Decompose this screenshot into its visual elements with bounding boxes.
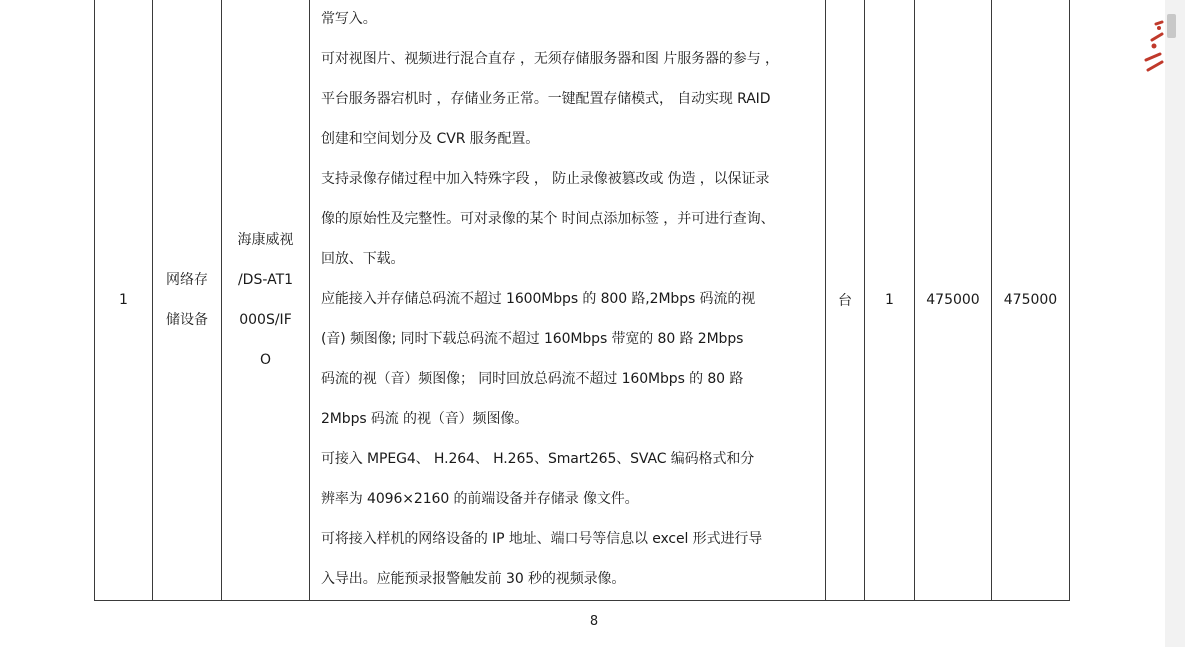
description-line: 可将接入样机的网络设备的 IP 地址、端口号等信息以 excel 形式进行导 [321,531,763,547]
unit-price-value: 475000 [926,291,980,308]
table-row [95,0,1070,601]
model-line: 海康威视 [237,231,294,248]
description-line: (音) 频图像; 同时下载总码流不超过 160Mbps 带宽的 80 路 2Mbps [321,331,744,347]
quantity-cell [865,0,915,601]
description-line: 辨率为 4096×2160 的前端设备并存储录 像文件。 [321,491,639,507]
description-line: 支持录像存储过程中加入特殊字段 ， 防止录像被篡改或 伪造 ，以保证录 [321,171,770,187]
description-line: 常写入。 [321,11,377,27]
product-name-line: 储设备 [166,311,208,328]
unit-value: 台 [838,292,852,309]
quantity-value: 1 [885,291,894,308]
product-name-cell [153,0,222,601]
description-cell [310,0,826,601]
description-line: 可对视图片、视频进行混合直存 ，无须存储服务器和图 片服务器的参与 ， [321,51,779,67]
description-line: 应能接入并存储总码流不超过 1600Mbps 的 800 路,2Mbps 码流的视 [321,291,756,307]
page-number: 8 [589,614,599,629]
model-line: O [259,351,272,368]
seal-stamp-fragment [1140,10,1166,80]
description-line: 像的原始性及完整性。可对录像的某个 时间点添加标签 ，并可进行查询、 [321,211,775,227]
description-line: 2Mbps 码流 的视（音）频图像。 [321,411,529,427]
description-line: 码流的视（音）频图像； 同时回放总码流不超过 160Mbps 的 80 路 [321,371,744,387]
model-line: 000S/IF [239,311,292,328]
row-index-cell [95,0,153,601]
unit-cell [826,0,865,601]
description-line: 入导出。应能预录报警触发前 30 秒的视频录像。 [321,571,626,587]
description-line: 可接入 MPEG4、 H.264、 H.265、Smart265、SVAC 编码格式和分 [321,451,755,467]
model-cell [222,0,310,601]
row-index: 1 [119,291,128,308]
scrollbar-thumb[interactable] [1167,14,1176,38]
total-price-value: 475000 [1003,291,1058,308]
product-name-line: 网络存 [166,271,208,288]
unit-price-cell [915,0,992,601]
description-line: 创建和空间划分及 CVR 服务配置。 [321,131,540,147]
vertical-scrollbar[interactable] [1165,0,1185,647]
description-line: 回放、下载。 [321,251,405,267]
total-price-cell [992,0,1070,601]
procurement-table [94,0,1070,601]
model-line: /DS-AT1 [237,271,294,288]
description-line: 平台服务器宕机时 ，存储业务正常。一键配置存储模式， 自动实现 RAID [321,91,771,107]
